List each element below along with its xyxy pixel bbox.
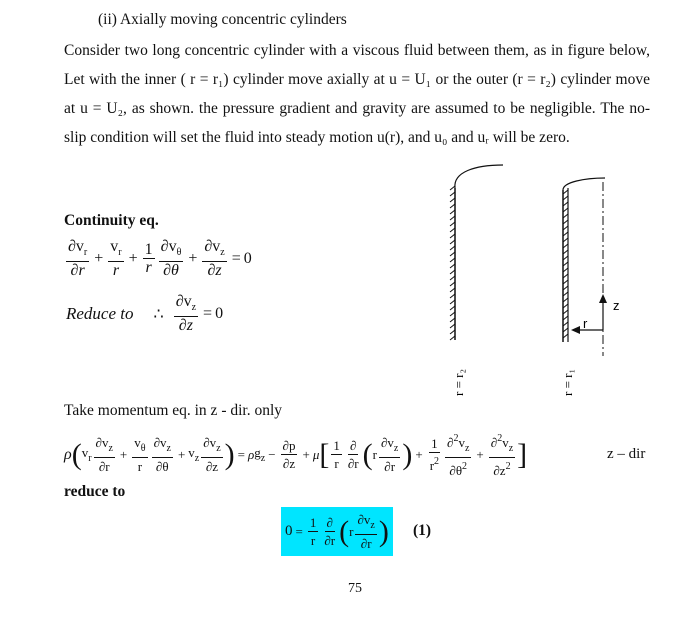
outer-radius-label: r = r₂ bbox=[451, 368, 466, 396]
reduce-to-label: reduce to bbox=[64, 483, 126, 500]
inner-cylinder-top-arc bbox=[563, 178, 605, 190]
cylinders-figure bbox=[435, 160, 625, 410]
equation-number: (1) bbox=[413, 522, 432, 539]
intro-text: Consider two long concentric cylinder with a viscous fluid between them, as in figure below, Let with the inner ( r = r₁) cylinder move axially at u = U₁ or the outer (r = r₂) cylinder move at u = U₂, as shown. the pressure gradient and gravity are assumed to be negligible. The no-slip condition will set the fluid into steady motion u(r), and u₀ and uᵣ will be zero. bbox=[64, 42, 650, 146]
outer-cylinder-top-arc bbox=[455, 165, 503, 188]
z-axis-label: z bbox=[613, 298, 620, 313]
r-axis-label: r bbox=[583, 316, 588, 331]
z-dir-label: z – dir bbox=[607, 446, 646, 462]
inner-radius-label: r = r₁ bbox=[560, 368, 575, 396]
reduce-to-italic: Reduce to bbox=[66, 303, 134, 323]
continuity-equation: $\frac{\partial v_r}{\partial r}$ + $\frac{v_r}{r}$ + $\frac{1}{r}$ $\frac{\partial v_\theta}{\partial\theta}$ + $\frac{\partial v_z}{\partial z}$ = 0 bbox=[68, 238, 252, 279]
intro-paragraph bbox=[64, 36, 650, 152]
momentum-text: Take momentum eq. in z - dir. only bbox=[64, 402, 283, 419]
section-heading: (ii) Axially moving concentric cylinders bbox=[98, 11, 347, 28]
page-number: 75 bbox=[348, 581, 362, 596]
z-arrowhead bbox=[599, 294, 607, 303]
momentum-equation: ρ ( $v_r$ $\frac{\partial v_z}{\partial r}$ + $\frac{v_\theta}{r}$ $\frac{\partial v_z}{\partial\theta}$ + $v_z$ $\frac{\partial v_z}{\partial z}$ ) = ρ $g_z$ − $\frac{\partial p}{\partial z}$ + μ [ $\frac{1}{r}$ $\frac{\partial}{\partial r}$ ( r $\frac{\partial v_z}{\partial r}$ ) + $\frac{1}{r^2}$ $\frac{\partial^2v_z}{\partial\theta^2}$ + $\frac{\partial^2v_z}{\partial z^2}$ ] bbox=[64, 430, 527, 479]
reduced-equation: 0 = $\frac{1}{r}$ $\frac{\partial}{\partial r}$ ( r $\frac{\partial v_z}{\partial r}$ ) bbox=[281, 507, 393, 556]
continuity-heading: Continuity eq. bbox=[64, 212, 159, 229]
continuity-reduced: Reduce to ∴ $\frac{\partial v_z}{\partial z}$ = 0 bbox=[66, 293, 224, 334]
r-arrowhead bbox=[571, 326, 580, 334]
